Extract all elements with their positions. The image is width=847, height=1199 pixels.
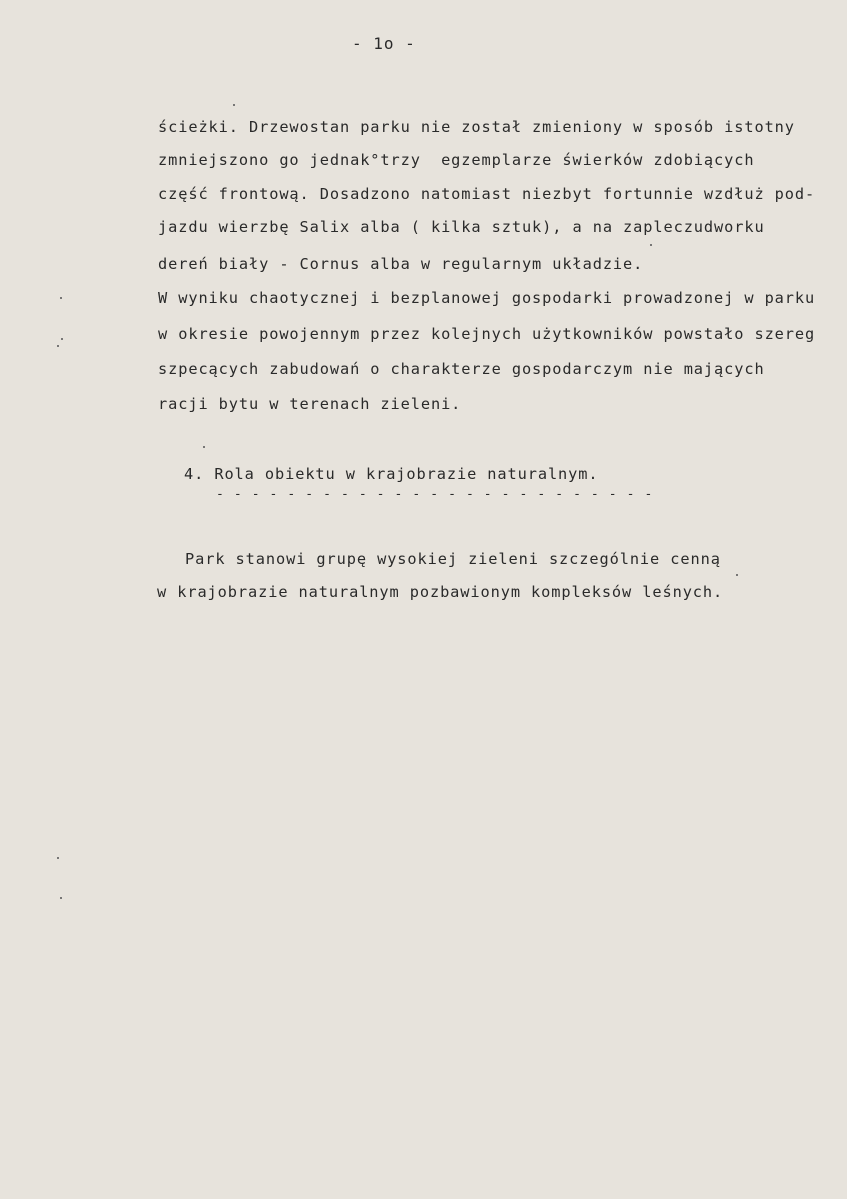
- scan-speck: [233, 104, 235, 106]
- heading-underline: - - - - - - - - - - - - - - - - - - - - - - - - -: [216, 487, 654, 502]
- scan-speck: [57, 345, 59, 347]
- text-line: W wyniku chaotycznej i bezplanowej gospodarki prowadzonej w parku: [158, 289, 816, 307]
- text-line: Park stanowi grupę wysokiej zieleni szczególnie cenną: [185, 550, 721, 568]
- scan-speck: [57, 857, 59, 859]
- text-line: szpecących zabudowań o charakterze gospodarczym nie mających: [158, 360, 765, 378]
- text-line: w krajobrazie naturalnym pozbawionym kompleksów leśnych.: [157, 583, 724, 601]
- text-line: racji bytu w terenach zieleni.: [158, 395, 462, 413]
- scan-speck: [60, 897, 62, 899]
- text-line: część frontową. Dosadzono natomiast niezbyt fortunnie wzdłuż pod-: [158, 185, 816, 203]
- text-line: w okresie powojennym przez kolejnych użytkowników powstało szereg: [158, 325, 816, 343]
- text-line: ścieżki. Drzewostan parku nie został zmieniony w sposób istotny: [158, 118, 795, 136]
- scan-speck: [203, 446, 205, 448]
- text-line: dereń biały - Cornus alba w regularnym układzie.: [158, 255, 644, 273]
- section-heading: 4. Rola obiektu w krajobrazie naturalnym.: [184, 465, 599, 483]
- text-line: zmniejszono go jednak°trzy egzemplarze świerków zdobiących: [158, 151, 755, 169]
- page-number: - 1o -: [352, 34, 416, 53]
- scan-speck: [61, 338, 63, 340]
- text-line: jazdu wierzbę Salix alba ( kilka sztuk), a na zapleczudworku: [158, 218, 765, 236]
- scan-speck: [736, 574, 738, 576]
- scan-speck: [60, 297, 62, 299]
- scan-speck: [650, 244, 652, 246]
